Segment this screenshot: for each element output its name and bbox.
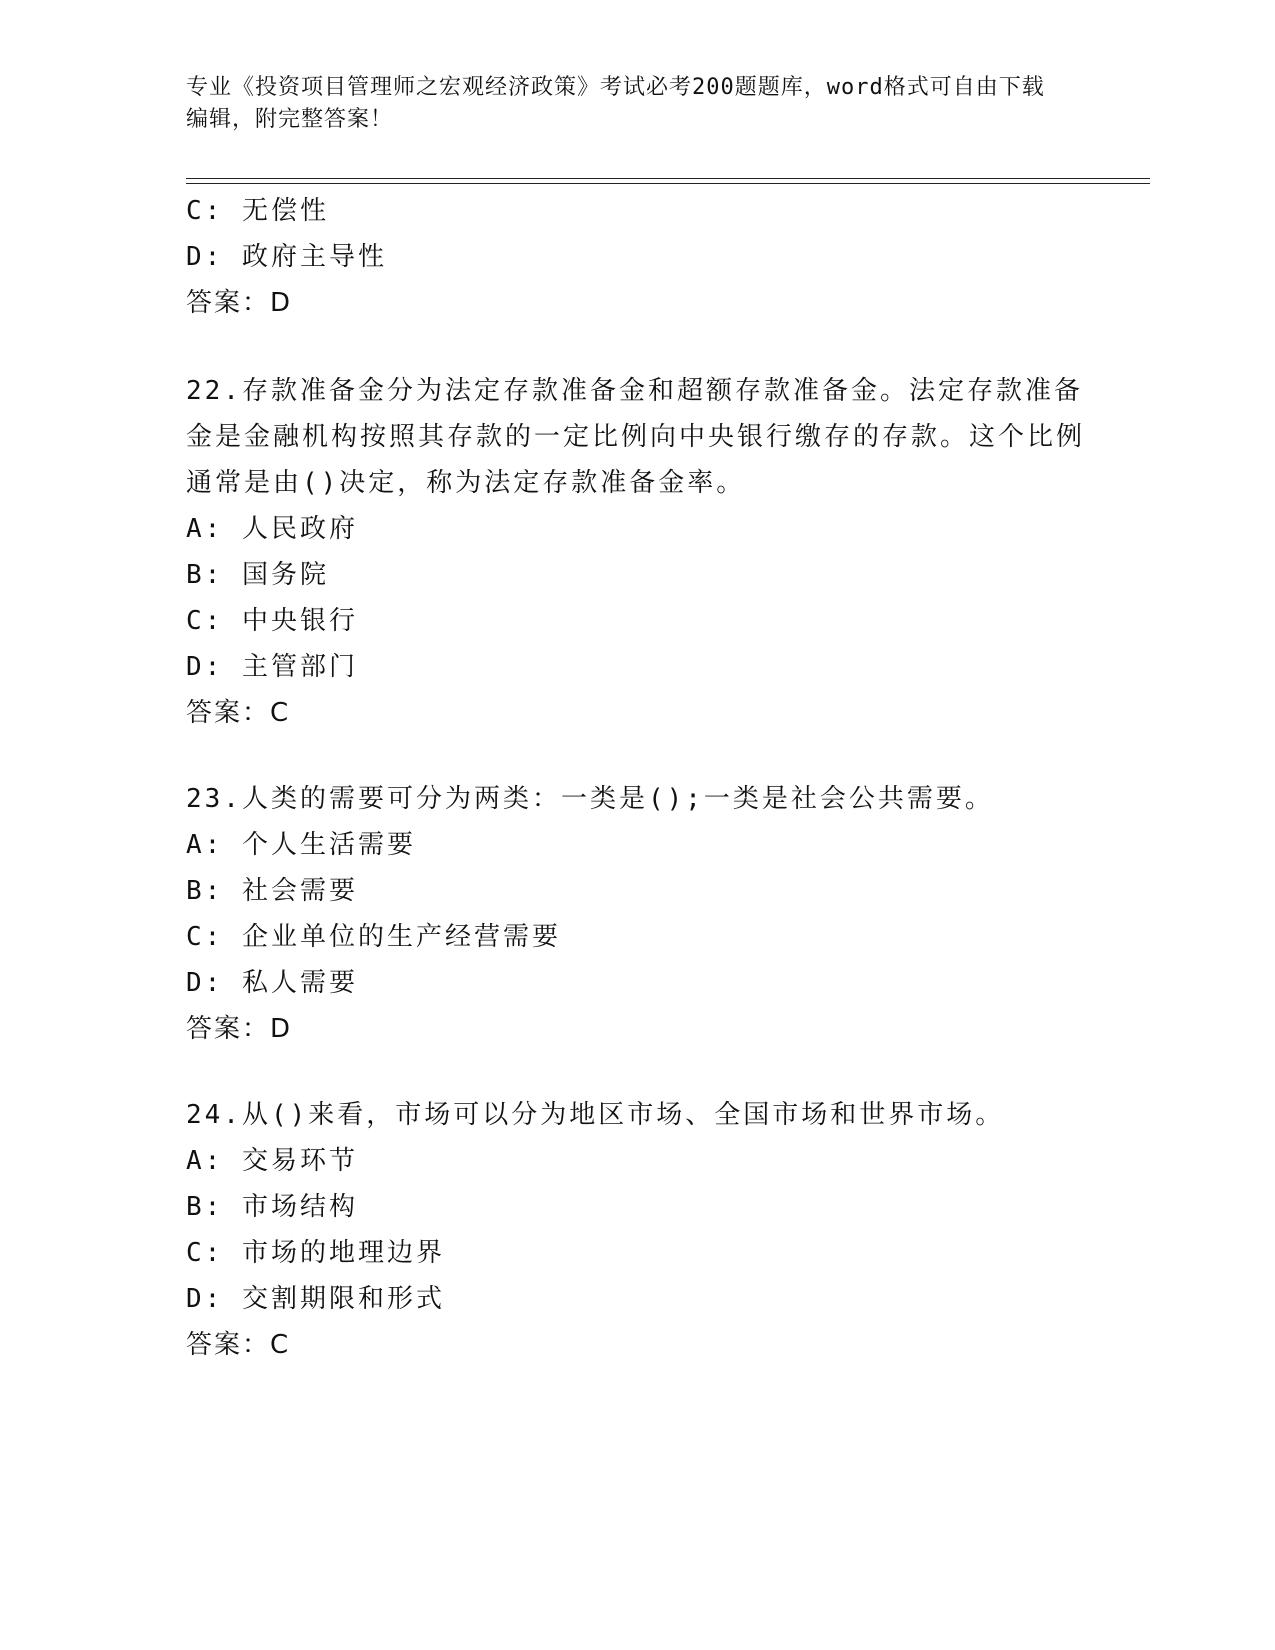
option-c	[186, 598, 1086, 644]
option-text: 市场的地理边界	[241, 1238, 445, 1268]
question-text: 23.人类的需要可分为两类：一类是();一类是社会公共需要。	[186, 784, 994, 814]
header-rule-bottom	[186, 183, 1150, 184]
option-label: A:	[186, 830, 224, 860]
option-c	[186, 914, 1086, 960]
option-a	[186, 506, 1086, 552]
answer-line: 答案：C	[186, 698, 291, 728]
option-label: C:	[186, 606, 224, 636]
option-text: 交割期限和形式	[241, 1284, 445, 1314]
option-label: D:	[186, 1284, 224, 1314]
option-text: 交易环节	[241, 1146, 358, 1176]
option-d	[186, 234, 1086, 280]
option-b	[186, 552, 1086, 598]
option-label: D:	[186, 652, 224, 682]
option-text: 国务院	[241, 560, 329, 590]
option-text: 个人生活需要	[241, 830, 416, 860]
option-c	[186, 1230, 1086, 1276]
option-d	[186, 644, 1086, 690]
option-label: C:	[186, 922, 224, 952]
question-fragment	[186, 188, 1086, 326]
answer-line: 答案：D	[186, 288, 293, 318]
option-text: 社会需要	[241, 876, 358, 906]
option-label: B:	[186, 1192, 224, 1222]
question-text: 22.存款准备金分为法定存款准备金和超额存款准备金。法定存款准备金是金融机构按照其存款的一定比例向中央银行缴存的存款。这个比例通常是由()决定，称为法定存款准备金率。	[186, 376, 1086, 498]
option-text: 无偿性	[241, 196, 329, 226]
option-b	[186, 1184, 1086, 1230]
option-c	[186, 188, 1086, 234]
page-content	[186, 188, 1086, 1368]
option-a	[186, 822, 1086, 868]
option-text: 私人需要	[241, 968, 358, 998]
option-label: A:	[186, 514, 224, 544]
option-label: B:	[186, 876, 224, 906]
question-text: 24.从()来看，市场可以分为地区市场、全国市场和世界市场。	[186, 1100, 1005, 1130]
header-rule-top	[186, 178, 1150, 179]
question-22	[186, 368, 1086, 736]
option-text: 市场结构	[241, 1192, 358, 1222]
question-23	[186, 776, 1086, 1052]
option-label: D:	[186, 968, 224, 998]
option-text: 企业单位的生产经营需要	[241, 922, 561, 952]
option-b	[186, 868, 1086, 914]
spacer	[186, 326, 1086, 368]
spacer	[186, 736, 1086, 776]
option-label: A:	[186, 1146, 224, 1176]
answer-line: 答案：C	[186, 1330, 291, 1360]
option-text: 政府主导性	[241, 242, 387, 272]
option-text: 人民政府	[241, 514, 358, 544]
option-text: 主管部门	[241, 652, 358, 682]
question-24	[186, 1092, 1086, 1368]
answer-line: 答案：D	[186, 1014, 293, 1044]
option-d	[186, 1276, 1086, 1322]
spacer	[186, 1052, 1086, 1092]
page-header: 专业《投资项目管理师之宏观经济政策》考试必考200题题库，word格式可自由下载编辑，附完整答案！	[186, 75, 1045, 132]
option-label: C:	[186, 1238, 224, 1268]
option-label: B:	[186, 560, 224, 590]
option-label: C:	[186, 196, 224, 226]
option-a	[186, 1138, 1086, 1184]
option-label: D:	[186, 242, 224, 272]
option-d	[186, 960, 1086, 1006]
option-text: 中央银行	[241, 606, 358, 636]
